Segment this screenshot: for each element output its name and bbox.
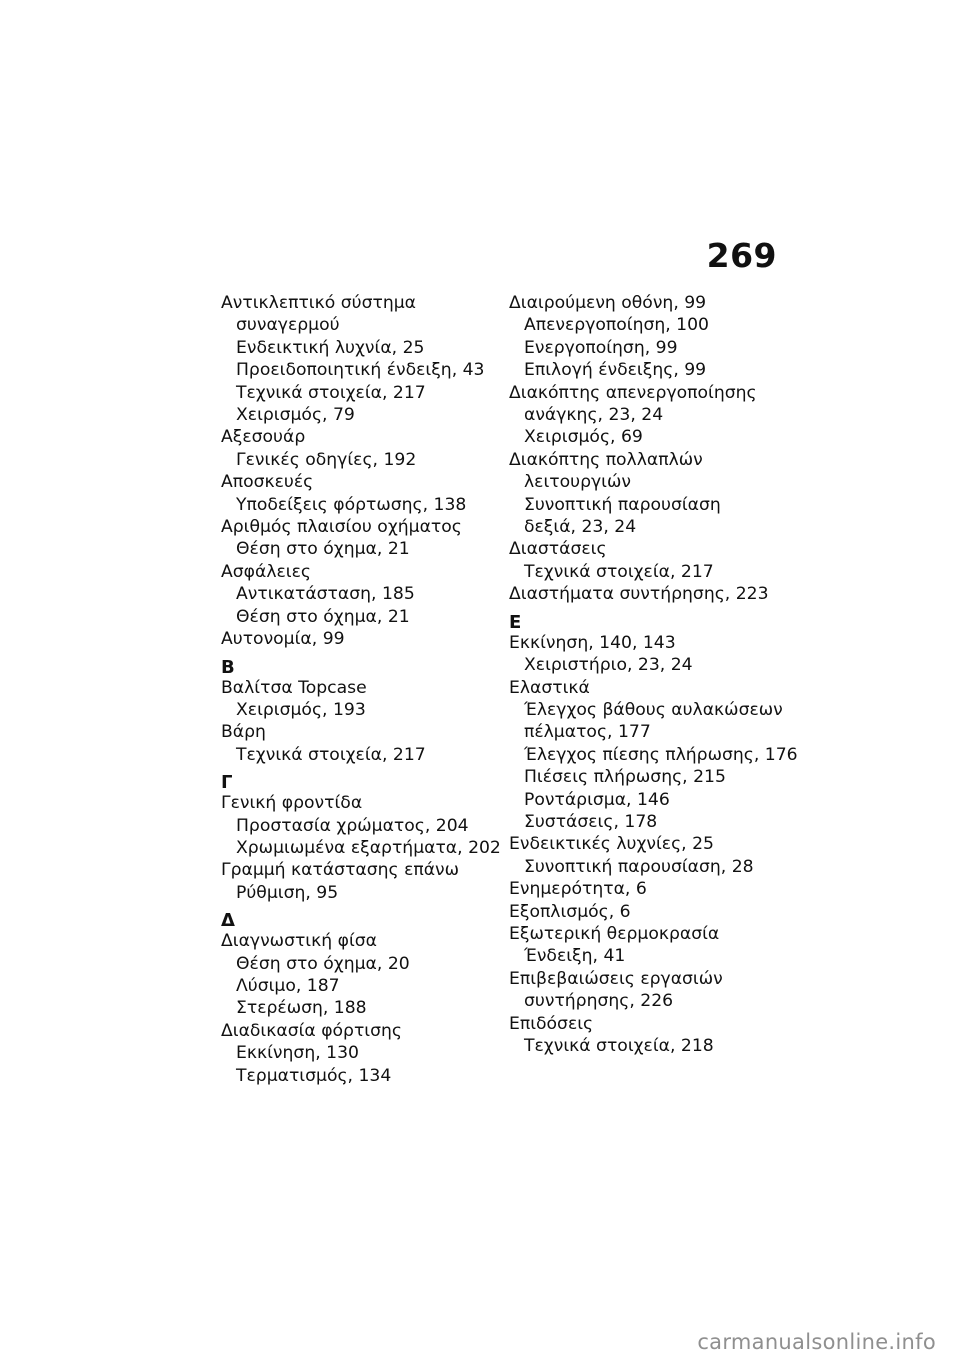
index-entry: Ελαστικά xyxy=(509,677,590,698)
index-subentry: συναγερμού xyxy=(236,315,340,336)
index-entry: Ενδεικτικές λυχνίες, 25 xyxy=(509,834,714,855)
index-entry: Βαλίτσα Topcase xyxy=(221,677,367,698)
section-letter: Δ xyxy=(221,910,235,932)
index-subentry: Εκκίνηση, 130 xyxy=(236,1043,359,1064)
index-entry: Διακόπτης πολλαπλών xyxy=(509,449,703,470)
index-subentry: Προειδοποιητική ένδειξη, 43 xyxy=(236,360,485,381)
index-entry: Εξοπλισμός, 6 xyxy=(509,901,631,922)
index-entry: Αποσκευές xyxy=(221,472,314,493)
index-column-left xyxy=(221,292,501,1087)
index-subentry: Συστάσεις, 178 xyxy=(524,811,658,832)
index-subentry: Χειρισμός, 79 xyxy=(236,405,355,426)
index-entry: Αριθμός πλαισίου οχήματος xyxy=(221,517,462,538)
index-entry: Γενική φροντίδα xyxy=(221,793,363,814)
index-subentry: Λύσιμο, 187 xyxy=(236,975,340,996)
index-subentry: Τεχνικά στοιχεία, 217 xyxy=(236,744,426,765)
index-subentry: Στερέωση, 188 xyxy=(236,998,367,1019)
index-entry: Διακόπτης απενεργοποίησης xyxy=(509,382,757,403)
index-entry: Διαγνωστική φίσα xyxy=(221,931,377,952)
index-subentry: Χειρισμός, 193 xyxy=(236,699,366,720)
index-subentry: Χρωμιωμένα εξαρτήματα, 202 xyxy=(236,837,501,858)
index-entry: Επιβεβαιώσεις εργασιών xyxy=(509,968,723,989)
index-subentry: Έλεγχος πίεσης πλήρωσης, 176 xyxy=(524,744,798,765)
index-subentry: συντήρησης, 226 xyxy=(524,991,674,1012)
index-subentry: Τεχνικά στοιχεία, 217 xyxy=(524,561,714,582)
index-entry: Αντικλεπτικό σύστημα xyxy=(221,293,416,313)
index-subentry: δεξιά, 23, 24 xyxy=(524,517,637,538)
index-subentry: Ενεργοποίηση, 99 xyxy=(524,337,678,358)
index-subentry: Προστασία χρώματος, 204 xyxy=(236,815,469,836)
section-letter: Β xyxy=(221,656,235,678)
index-subentry: Χειρισμός, 69 xyxy=(524,427,643,448)
index-subentry: Συνοπτική παρουσίαση, 28 xyxy=(524,856,754,877)
index-entry: Διαστήματα συντήρησης, 223 xyxy=(509,584,769,605)
index-entry: Βάρη xyxy=(221,722,266,743)
section-letter: Γ xyxy=(221,772,233,794)
index-subentry: Ρύθμιση, 95 xyxy=(236,882,339,903)
index-subentry: πέλματος, 177 xyxy=(524,722,651,743)
index-subentry: Θέση στο όχημα, 20 xyxy=(236,953,410,974)
index-subentry: Έλεγχος βάθους αυλακώσεων xyxy=(524,699,783,720)
index-entry: Διαδικασία φόρτισης xyxy=(221,1020,402,1041)
index-subentry: Απενεργοποίηση, 100 xyxy=(524,315,709,336)
index-subentry: Γενικές οδηγίες, 192 xyxy=(236,449,417,470)
index-entry: Διαιρούμενη οθόνη, 99 xyxy=(509,293,707,313)
index-entry: Διαστάσεις xyxy=(509,539,607,560)
index-subentry: Συνοπτική παρουσίαση xyxy=(524,494,721,515)
index-subentry: λειτουργιών xyxy=(524,472,631,493)
index-entry: Επιδόσεις xyxy=(509,1013,594,1034)
index-subentry: Θέση στο όχημα, 21 xyxy=(236,539,410,560)
index-subentry: Ένδειξη, 41 xyxy=(524,946,626,967)
section-letter: Ε xyxy=(509,611,522,633)
index-subentry: Τερματισμός, 134 xyxy=(236,1065,392,1086)
index-subentry: Ροντάρισμα, 146 xyxy=(524,789,670,810)
page-number: 269 xyxy=(706,236,777,275)
index-entry: Ενημερότητα, 6 xyxy=(509,879,647,900)
index-entry: Αυτονομία, 99 xyxy=(221,629,345,650)
index-subentry: Πιέσεις πλήρωσης, 215 xyxy=(524,767,726,788)
index-entry: Εκκίνηση, 140, 143 xyxy=(509,632,676,653)
index-entry: Γραμμή κατάστασης επάνω xyxy=(221,860,460,881)
index-subentry: Τεχνικά στοιχεία, 217 xyxy=(236,382,426,403)
watermark-text: carmanualsonline.info xyxy=(697,1330,936,1354)
index-entry: Αξεσουάρ xyxy=(221,427,306,448)
index-entry: Ασφάλειες xyxy=(221,561,311,582)
index-subentry: Τεχνικά στοιχεία, 218 xyxy=(524,1036,714,1056)
index-subentry: Επιλογή ένδειξης, 99 xyxy=(524,360,707,381)
index-entry: Εξωτερική θερμοκρασία xyxy=(509,923,720,944)
index-column-right xyxy=(509,292,798,1057)
index-subentry: Υποδείξεις φόρτωσης, 138 xyxy=(236,494,467,515)
index-subentry: Θέση στο όχημα, 21 xyxy=(236,606,410,627)
index-subentry: Ενδεικτική λυχνία, 25 xyxy=(236,337,425,358)
index-subentry: Χειριστήριο, 23, 24 xyxy=(524,655,693,676)
index-subentry: Αντικατάσταση, 185 xyxy=(236,584,415,605)
index-subentry: ανάγκης, 23, 24 xyxy=(524,405,664,426)
